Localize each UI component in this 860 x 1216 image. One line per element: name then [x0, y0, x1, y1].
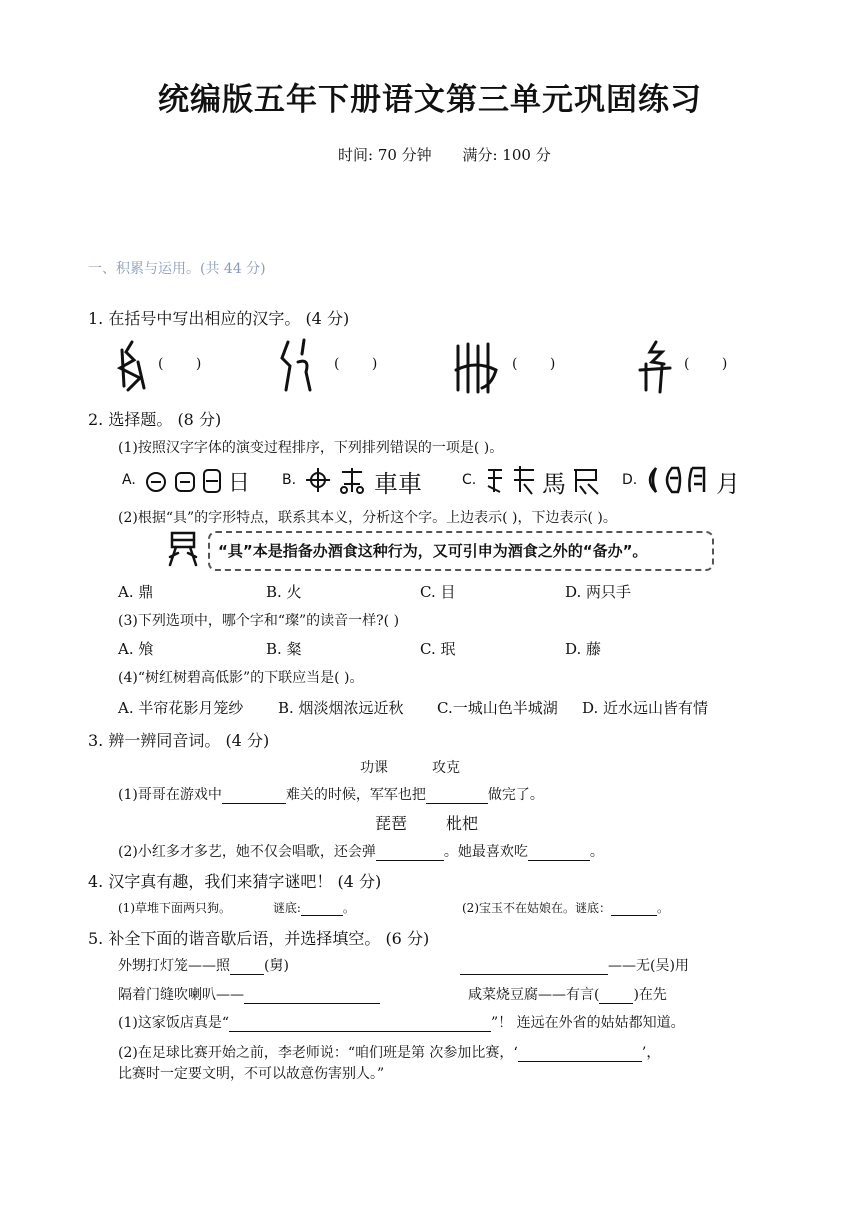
q5-line-1-right [460, 955, 689, 975]
blank-paren-3[interactable]: ( ) [512, 356, 570, 372]
q5-1-text: 外甥打灯笼——照 [118, 958, 230, 974]
q5-2-blank[interactable] [460, 958, 608, 975]
q5-line-2-right [468, 984, 667, 1004]
blank-paren-2[interactable]: ( ) [334, 356, 392, 372]
q3-1-text-b: 难关的时候，军军也把 [285, 787, 426, 803]
q2-2-option-a[interactable]: A. 鼎 [118, 583, 154, 601]
question-3-stem: 3. 辨一辨同音词。 (4 分) [88, 731, 270, 750]
ju-explanation-box: “具”本是指备办酒食这种行为，又可引申为酒食之外的“备办”。 [208, 531, 714, 571]
q3-2-blank-1[interactable] [376, 844, 444, 861]
q5-3-blank[interactable] [244, 987, 380, 1004]
q5-sub-2 [118, 1042, 660, 1062]
q2-3-option-d[interactable]: D. 藤 [565, 640, 602, 658]
q4-1-answer-label: 谜底: [272, 901, 301, 915]
blank-paren-4[interactable]: ( ) [684, 356, 742, 372]
moon-glyph-series [642, 464, 718, 496]
page-title: 统编版五年下册语文第三单元巩固练习 [158, 82, 702, 118]
q2-2-option-b[interactable]: B. 火 [266, 583, 302, 601]
q4-1-text: (1)草堆下面两只狗。 [118, 901, 231, 915]
q2-sub-2: (2)根据“具”的字形特点，联系其本义，分析这个字。上边表示( )，下边表示( )。 [118, 510, 617, 526]
q3-1-text-a: (1)哥哥在游戏中 [118, 787, 222, 803]
q5-1-hint: (舅) [264, 958, 289, 974]
option-a-chars: 日 [228, 471, 251, 496]
q2-sub-1: (1)按照汉字字体的演变过程排序，下列排列错误的一项是( )。 [118, 440, 504, 456]
q2-3-option-c[interactable]: C. 珉 [420, 640, 456, 658]
q5-line-1-left [118, 955, 289, 975]
q4-2-text: (2)宝玉不在姑娘在。谜底： [462, 901, 611, 915]
blank-paren-1[interactable]: ( ) [158, 356, 216, 372]
time-limit: 时间: 70 分钟 [338, 146, 432, 164]
option-d-chars: 月 [716, 470, 740, 498]
ju-ancient-glyph [166, 529, 200, 569]
oracle-glyph-1 [110, 338, 150, 394]
homophone-word-4: 枇杷 [446, 814, 479, 833]
q5-3-text: 隔着门缝吹喇叭—— [118, 987, 244, 1003]
q2-4-option-c[interactable]: C.一城山色半城湖 [437, 699, 558, 717]
question-5-stem: 5. 补全下面的谐音歇后语，并选择填空。 (6 分) [88, 929, 430, 948]
q2-sub-3: (3)下列选项中，哪个字和“璨”的读音一样?( ) [118, 613, 400, 629]
homophone-word-3: 琵琶 [375, 814, 408, 833]
q5-4-blank[interactable] [599, 987, 633, 1004]
option-a-label: A. [122, 472, 136, 488]
q3-1-blank-1[interactable] [222, 787, 286, 804]
q2-2-option-c[interactable]: C. 目 [420, 583, 456, 601]
q4-1-blank[interactable] [301, 902, 343, 916]
question-1-stem: 1. 在括号中写出相应的汉字。 (4 分) [88, 309, 350, 328]
homophone-word-1: 功课 [360, 760, 388, 776]
exam-meta [338, 144, 551, 165]
q4-riddle-1 [118, 899, 355, 916]
q4-riddle-2 [462, 899, 669, 916]
q5-s1-text-a: (1)这家饭店真是“ [118, 1015, 229, 1031]
q3-1-blank-2[interactable] [426, 787, 488, 804]
q5-2-text: ——无(吴)用 [608, 958, 689, 974]
q3-2-text-a: (2)小红多才多艺，她不仅会唱歌，还会弹 [118, 844, 376, 860]
q3-2-text-c: 。 [589, 844, 604, 860]
q5-4-text-a: 咸菜烧豆腐——有言( [468, 987, 600, 1003]
full-score: 满分: 100 分 [462, 146, 551, 164]
question-2-stem: 2. 选择题。 (8 分) [88, 410, 222, 429]
q2-3-option-a[interactable]: A. 飧 [118, 640, 154, 658]
question-4-stem: 4. 汉字真有趣，我们来猜字谜吧！ (4 分) [88, 872, 382, 891]
q5-4-text-b: )在先 [633, 987, 667, 1003]
q5-s2-text-b: ’， [641, 1045, 661, 1061]
oracle-glyph-4 [634, 338, 676, 396]
q5-line-2-left [118, 984, 380, 1004]
q2-2-option-d[interactable]: D. 两只手 [565, 583, 632, 601]
q3-2-blank-2[interactable] [528, 844, 590, 861]
q4-1-period: 。 [342, 901, 355, 915]
oracle-glyph-3 [452, 340, 502, 398]
q2-3-option-b[interactable]: B. 粲 [266, 640, 302, 658]
horse-seal-glyph [570, 466, 602, 496]
q3-sub-1 [118, 784, 544, 804]
q5-sub-1 [118, 1012, 685, 1032]
option-c-label: C. [462, 472, 477, 488]
q5-s2-text-a: (2)在足球比赛开始之前，李老师说：“咱们班是第 次参加比赛，‘ [118, 1045, 518, 1061]
q4-2-period: 。 [657, 901, 670, 915]
q5-1-blank[interactable] [230, 958, 264, 975]
q5-s1-text-b: ”！ 连远在外省的姑姑都知道。 [491, 1015, 685, 1031]
option-c-chars: 馬 [542, 470, 566, 498]
q2-4-option-a[interactable]: A. 半帘花影月笼纱 [118, 699, 244, 717]
option-d-label: D. [622, 472, 638, 488]
q5-sub-2-line-2: 比赛时一定要文明，不可以故意伤害别人。” [118, 1066, 385, 1082]
q2-4-option-d[interactable]: D. 近水远山皆有情 [582, 699, 709, 717]
script-evolution-options [118, 462, 738, 498]
q5-s2-blank[interactable] [518, 1045, 642, 1062]
horse-glyph-series [484, 464, 548, 496]
q2-sub-4: (4)“树红树碧高低影”的下联应当是( )。 [118, 670, 364, 686]
option-b-chars: 車車 [374, 470, 422, 498]
section-heading: 一、积累与运用。(共 44 分) [88, 261, 266, 277]
homophone-word-2: 攻克 [432, 760, 460, 776]
cart-glyph-series [304, 464, 374, 496]
q2-4-option-b[interactable]: B. 烟淡烟浓远近秋 [278, 699, 404, 717]
q5-s1-blank[interactable] [229, 1015, 491, 1032]
q3-1-text-c: 做完了。 [487, 787, 544, 803]
oracle-glyph-2 [276, 336, 320, 396]
q3-2-text-b: 。她最喜欢吃 [443, 844, 528, 860]
q4-2-blank[interactable] [611, 902, 657, 916]
q3-sub-2 [118, 841, 604, 861]
option-b-label: B. [282, 472, 297, 488]
